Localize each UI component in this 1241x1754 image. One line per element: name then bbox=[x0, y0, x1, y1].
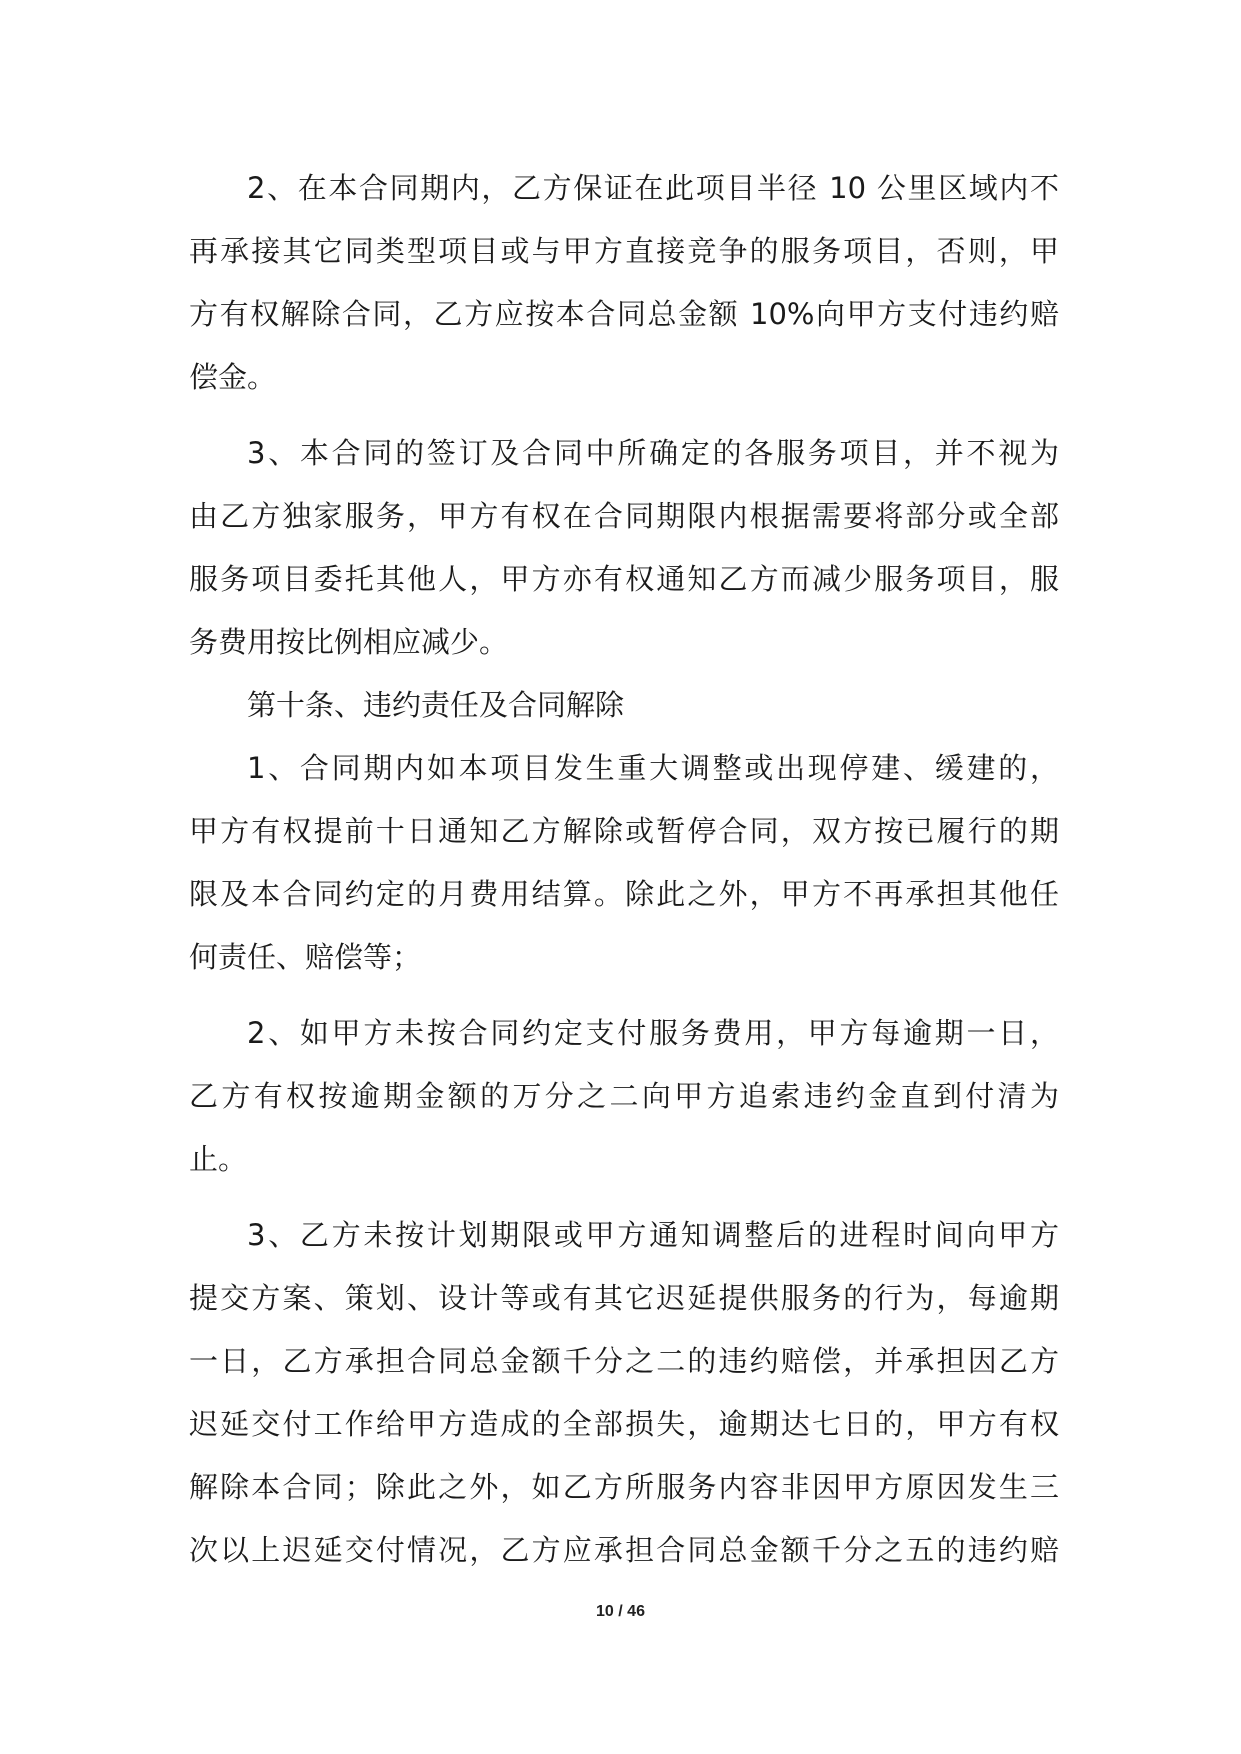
text-line: 务费用按比例相应减少。 bbox=[189, 625, 509, 659]
paragraph-clause-10-1 bbox=[189, 737, 1059, 989]
text-line: 由乙方独家服务，甲方有权在合同期限内根据需要将部分或全部 bbox=[189, 499, 1059, 533]
page-number: 10 / 46 bbox=[596, 1603, 645, 1620]
paragraph-article-10-heading bbox=[189, 674, 1059, 737]
text-line: 提交方案、策划、设计等或有其它迟延提供服务的行为，每逾期 bbox=[189, 1281, 1059, 1315]
paragraph-clause-10-3 bbox=[189, 1204, 1059, 1582]
text-line: 3、本合同的签订及合同中所确定的各服务项目，并不视为 bbox=[247, 436, 1059, 470]
paragraph-clause-10-2 bbox=[189, 1002, 1059, 1191]
paragraph-gap bbox=[189, 409, 1059, 422]
text-line: 解除本合同；除此之外，如乙方所服务内容非因甲方原因发生三 bbox=[189, 1470, 1059, 1504]
text-line: 3、乙方未按计划期限或甲方通知调整后的进程时间向甲方 bbox=[247, 1218, 1059, 1252]
paragraph-gap bbox=[189, 989, 1059, 1002]
text-line: 服务项目委托其他人，甲方亦有权通知乙方而减少服务项目，服 bbox=[189, 562, 1059, 596]
text-line: 乙方有权按逾期金额的万分之二向甲方追索违约金直到付清为 bbox=[189, 1079, 1059, 1113]
text-line: 一日，乙方承担合同总金额千分之二的违约赔偿，并承担因乙方 bbox=[189, 1344, 1059, 1378]
text-line: 再承接其它同类型项目或与甲方直接竞争的服务项目，否则，甲 bbox=[189, 234, 1059, 268]
text-line: 何责任、赔偿等； bbox=[189, 940, 422, 974]
paragraph-gap bbox=[189, 1191, 1059, 1204]
body-text bbox=[189, 157, 1059, 1582]
text-line: 2、在本合同期内，乙方保证在此项目半径 10 公里区域内不 bbox=[247, 171, 1059, 205]
text-line: 第十条、违约责任及合同解除 bbox=[247, 688, 625, 722]
text-line: 次以上迟延交付情况，乙方应承担合同总金额千分之五的违约赔 bbox=[189, 1533, 1059, 1567]
text-line: 限及本合同约定的月费用结算。除此之外，甲方不再承担其他任 bbox=[189, 877, 1059, 911]
text-line: 1、合同期内如本项目发生重大调整或出现停建、缓建的， bbox=[247, 751, 1059, 785]
text-line: 迟延交付工作给甲方造成的全部损失，逾期达七日的，甲方有权 bbox=[189, 1407, 1059, 1441]
paragraph-clause-9-3 bbox=[189, 422, 1059, 674]
text-line: 甲方有权提前十日通知乙方解除或暂停合同，双方按已履行的期 bbox=[189, 814, 1059, 848]
text-line: 2、如甲方未按合同约定支付服务费用，甲方每逾期一日， bbox=[247, 1016, 1059, 1050]
text-line: 方有权解除合同，乙方应按本合同总金额 10%向甲方支付违约赔 bbox=[189, 297, 1059, 331]
text-line: 偿金。 bbox=[189, 360, 277, 394]
text-line: 止。 bbox=[189, 1142, 248, 1176]
paragraph-clause-9-2 bbox=[189, 157, 1059, 409]
